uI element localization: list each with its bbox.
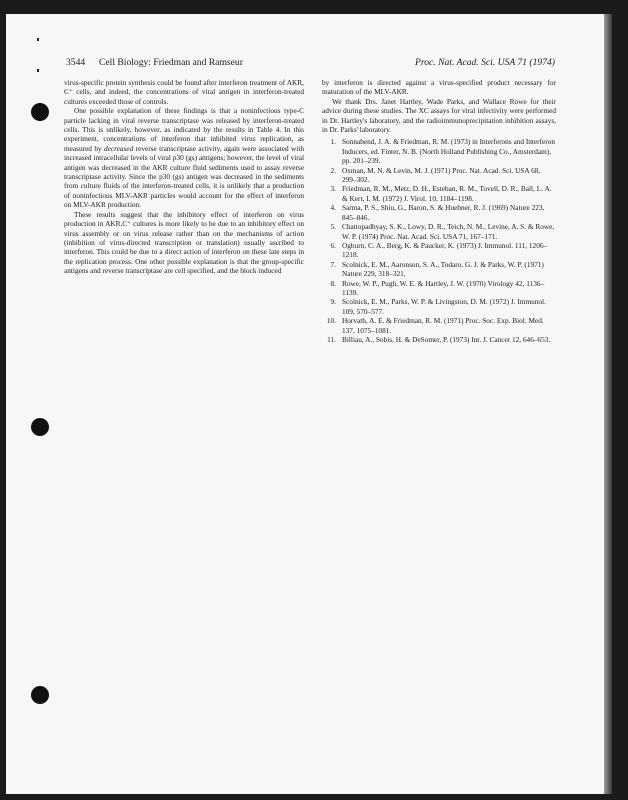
reference-text: Horvath, A. E. & Friedman, R. M. (1971) Proc. Soc. Exp. Biol. Med. 137, 1075–1081. — [342, 316, 544, 335]
reference-item — [322, 222, 556, 241]
reference-item — [322, 184, 556, 203]
reference-item — [322, 297, 556, 316]
reference-item — [322, 166, 556, 185]
reference-number: 8. — [330, 278, 336, 288]
running-head: Cell Biology: Friedman and Ramseur — [99, 57, 243, 68]
reference-number: 1. — [330, 137, 336, 147]
reference-text: Friedman, R. M., Metz, D. H., Esteban, R. M., Tovell, D. R., Ball, L. A. & Kerr, I. M. (1972) J. Virol. 10, 1184–1198. — [342, 184, 552, 203]
reference-text: Billiau, A., Sobis, H. & DeSomer, P. (1973) Int. J. Cancer 12, 646–653. — [342, 334, 551, 344]
reference-list — [322, 137, 556, 344]
punch-hole-middle — [31, 418, 49, 436]
page-edge-shadow — [604, 14, 612, 794]
paragraph-with-emphasis: One possible explanation of these findings is that a noninfectious type-C particle lacking in viral reverse transcriptase was released by interferon-treated cells. This is unlikely, however, as indicated by the results in Table 4. In this experiment, concentrations of interferon that inhibited virus replication, as measured by decreased reverse transcriptase activity, again were associated with increased intracellular levels of viral p30 (gs) antigens; however, the level of viral antigen was decreased in the AKR culture fluid sediments used to assay reverse transcriptase activity. Since the p30 (gs) antigen was decreased in the sediments from culture fluids of the interferon-treated cells, it is unlikely that a production of noninfectious MLV-AKR particles would account for the effect of interferon on MLV-AKR production. — [64, 106, 304, 210]
reference-number: 6. — [330, 240, 336, 250]
right-column — [322, 78, 556, 344]
punch-hole-top — [31, 103, 49, 121]
reference-number: 4. — [330, 203, 336, 213]
reference-number: 5. — [330, 222, 336, 232]
reference-text: Scolnick, E. M., Parks, W. P. & Livingston, D. M. (1972) J. Immunol. 109, 570–577. — [342, 297, 546, 316]
reference-text: Sarma, P. S., Shiu, G., Baron, S. & Huebner, R. J. (1969) Nature 223, 845–846. — [342, 203, 545, 222]
reference-text: Oxman, M. N. & Levin, M. J. (1971) Proc. Nat. Acad. Sci. USA 68, 299–302. — [342, 165, 541, 185]
paragraph: These results suggest that the inhibitory effect of interferon on virus production in AKR,C⁺ cultures is more likely to be due to an inhibitory effect on virus assembly or on virus release rather than on the mechanisms of action (inhibition of virus-directed transcription or translation) usually ascribed to interferon. This could be due to a direct action of interferon on these late steps in the replication process. One other possible explanation is that the group-specific antigens and reverse transcriptase are cell specified, and the block induced — [64, 209, 304, 276]
reference-number: 3. — [330, 184, 336, 194]
reference-number: 11. — [327, 334, 336, 344]
emphasis-word: decreased — [104, 143, 134, 153]
reference-text: Chattopadhyay, S. K., Lowy, D. R., Teich, N. M., Levine, A. S. & Rowe, W. P. (1974) Proc. Nat. Acad. Sci. USA 71, 167–171. — [342, 222, 555, 241]
reference-text: Ogburn, C. A., Berg, K. & Paucker, K. (1973) J. Immunol. 111, 1206–1218. — [342, 240, 548, 260]
paragraph: virus-specific protein synthesis could be found after interferon treatment of AKR, C⁺ cells, and indeed, the concentrations of viral antigen in interferon-treated cultures exceeded those of controls. — [64, 78, 304, 106]
reference-number: 9. — [330, 297, 336, 307]
reference-text: Scolnick, E. M., Aaronson, S. A., Todaro, G. J. & Parks, W. P. (1971) Nature 229, 318–321. — [342, 259, 544, 279]
page-number: 3544 — [66, 57, 86, 68]
reference-text: Sonnabend, J. A. & Friedman, R. M. (1973) in Interferons and Interferon Inducers, ed. Finter, N. B. (North Holland Publishing Co., Amsterdam), pp. 201–239. — [342, 137, 555, 166]
left-column — [64, 78, 304, 276]
page-header — [66, 56, 555, 70]
reference-item — [322, 203, 556, 222]
reference-number: 7. — [330, 259, 336, 269]
reference-number: 2. — [330, 165, 336, 175]
reference-item — [322, 335, 556, 344]
scan-mark — [37, 38, 39, 41]
scan-mark — [37, 69, 39, 72]
acknowledgment: We thank Drs. Janet Hartley, Wade Parks, and Wallace Rowe for their advice during these studies. The XC assays for viral infectivity were performed in Dr. Hartley's laboratory, and the radioimmunoprecipitation inhibition assays, in Dr. Parks' laboratory. — [322, 96, 556, 135]
reference-item — [322, 137, 556, 165]
paragraph-continuation: by interferon is directed against a virus-specified product necessary for maturation of the MLV-AKR. — [322, 78, 556, 97]
reference-item — [322, 316, 556, 335]
reference-number: 10. — [326, 316, 336, 326]
journal-citation: Proc. Nat. Acad. Sci. USA 71 (1974) — [415, 57, 555, 68]
reference-item — [322, 241, 556, 260]
reference-item — [322, 279, 556, 298]
reference-text: Rowe, W. P., Pugh, W. E. & Hartley, J. W. (1970) Virology 42, 1136–1139. — [342, 278, 545, 297]
punch-hole-bottom — [31, 686, 49, 704]
reference-item — [322, 260, 556, 279]
